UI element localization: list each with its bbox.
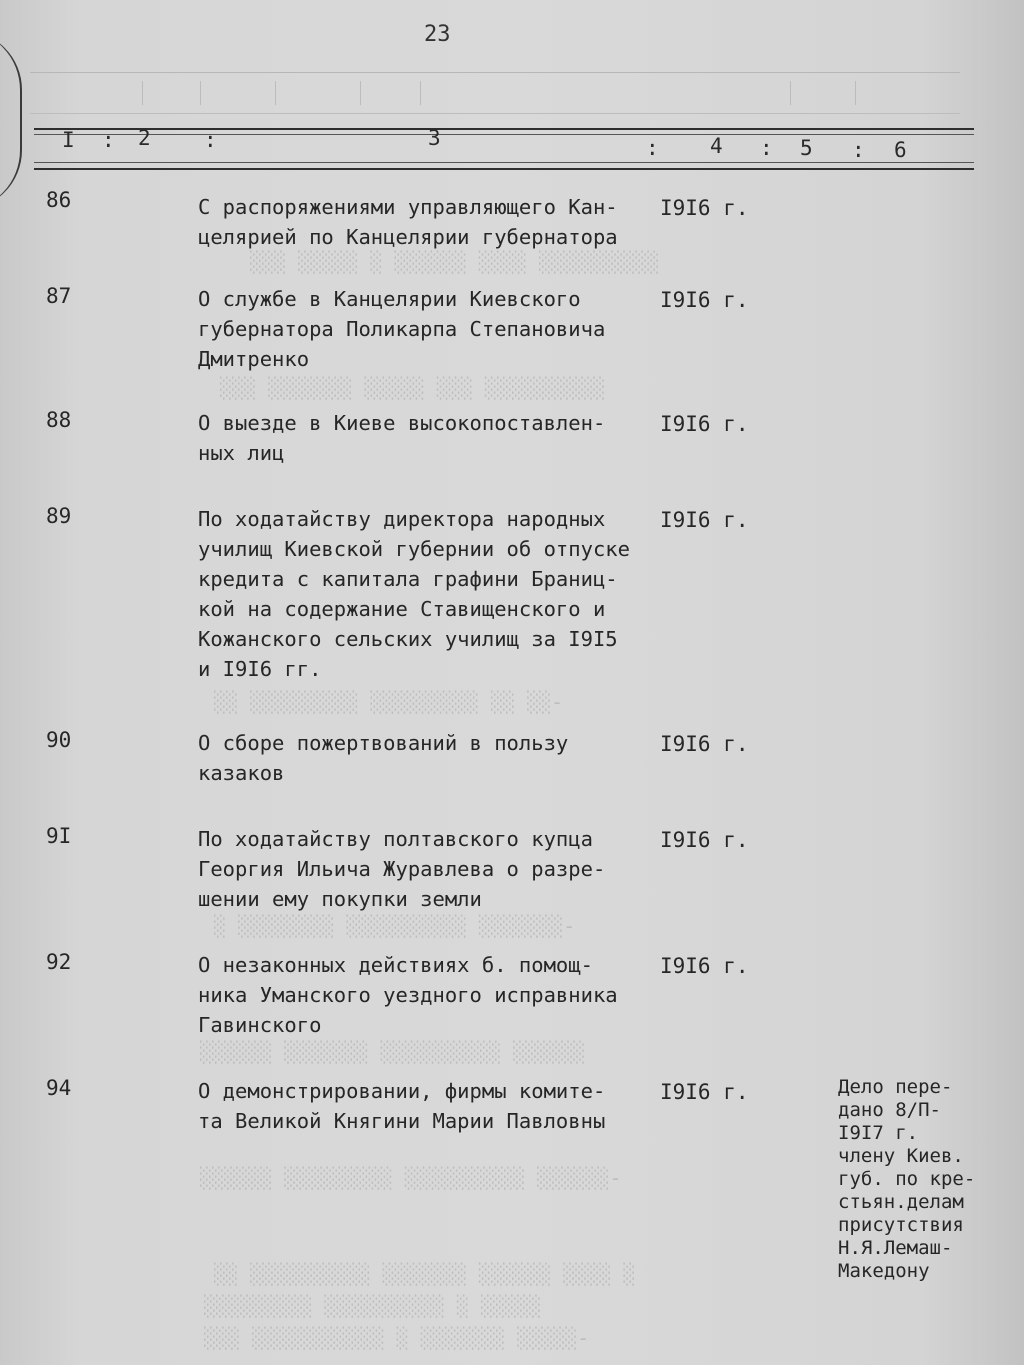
header-bottom-rule — [34, 162, 974, 163]
row-title: О демонстрировании, фирмы комите- та Великой Княгини Марии Павловны — [198, 1079, 606, 1133]
bleed-through-text: ░░░░░░ ░░░░░░░ ░░░░░░░░░░ ░░░░░░ — [200, 1040, 586, 1064]
bleed-through-text: ░░ ░░░░░░░░░ ░░░░░░░░░ ░░ ░░- — [214, 690, 564, 714]
column-number-3: 3 — [428, 126, 441, 150]
row-number: 9I — [46, 824, 72, 848]
row-title: О сборе пожертвований в пользу казаков — [198, 731, 569, 785]
row-title: О выезде в Киеве высокопоставлен- ных лиц — [198, 411, 606, 465]
column-number-1: I — [62, 128, 75, 152]
column-number-2: 2 — [138, 126, 151, 150]
row-number: 94 — [46, 1076, 72, 1100]
header-bottom-rule-2 — [34, 168, 974, 170]
column-separator: : — [204, 128, 217, 152]
row-year: I9I6 г. — [660, 828, 749, 852]
row-number: 90 — [46, 728, 72, 752]
header-top-rule — [34, 128, 974, 130]
bleed-through-text: ░░░ ░░░░░░░░░░░ ░ ░░░░░░░ ░░░░░- — [204, 1326, 590, 1350]
row-year: I9I6 г. — [660, 508, 749, 532]
row-year: I9I6 г. — [660, 412, 749, 436]
column-separator: : — [760, 136, 773, 160]
header-top-rule-2 — [34, 134, 974, 135]
column-separator: : — [852, 138, 865, 162]
bleed-through-text: ░░░ ░░░░░░░ ░░░░░ ░░░ ░░░░░░░░░░ — [220, 376, 606, 400]
column-number-5: 5 — [800, 136, 813, 160]
faded-header-row — [30, 72, 960, 114]
bleed-through-text: ░░░░░░ ░░░░░░░░░ ░░░░░░░░░░ ░░░░░░- — [200, 1166, 622, 1190]
row-year: I9I6 г. — [660, 1080, 749, 1104]
row-number: 86 — [46, 188, 72, 212]
transfer-note: Дело пере- дано 8/П- I9I7 г. члену Киев. губ. по кре- стьян.делам присутствия Н.Я.Лемаш- Македону — [838, 1076, 976, 1282]
bleed-through-text: ░░ ░░░░░░░░░░ ░░░░░░░ ░░░░░░ ░░░░ ░ — [214, 1262, 636, 1286]
row-year: I9I6 г. — [660, 288, 749, 312]
row-title: С распоряжениями управляющего Кан- целярией по Канцелярии губернатора — [198, 195, 618, 249]
row-year: I9I6 г. — [660, 196, 749, 220]
row-number: 88 — [46, 408, 72, 432]
row-year: I9I6 г. — [660, 954, 749, 978]
column-separator: : — [102, 128, 115, 152]
column-number-6: 6 — [894, 138, 907, 162]
bleed-through-text: ░ ░░░░░░░░ ░░░░░░░░░░ ░░░░░░░- — [214, 914, 576, 938]
column-separator: : — [646, 136, 659, 160]
binding-edge — [0, 30, 22, 210]
column-number-4: 4 — [710, 134, 723, 158]
bleed-through-text: ░░░ ░░░░░ ░ ░░░░░░ ░░░░ ░░░░░░░░░░ — [250, 250, 660, 274]
row-title: О службе в Канцелярии Киевского губернатора Поликарпа Степановича Дмитренко — [198, 287, 606, 371]
page-number: 23 — [424, 22, 451, 47]
row-number: 92 — [46, 950, 72, 974]
row-title: По ходатайству полтавского купца Георгия Ильича Журавлева о разре- шении ему покупки земли — [198, 827, 606, 911]
bleed-through-text: ░░░░░░░░░ ░░░░░░░░░░ ░ ░░░░░ — [204, 1294, 542, 1318]
row-number: 89 — [46, 504, 72, 528]
row-year: I9I6 г. — [660, 732, 749, 756]
row-number: 87 — [46, 284, 72, 308]
row-title: О незаконных действиях б. помощ- ника Уманского уездного исправника Гавинского — [198, 953, 618, 1037]
row-title: По ходатайству директора народных училищ Киевской губернии об отпуске кредита с капитала графини Браниц- кой на содержание Ставищенского и Кожанского сельских училищ за I9I5 и I9I6 гг. — [198, 507, 630, 681]
